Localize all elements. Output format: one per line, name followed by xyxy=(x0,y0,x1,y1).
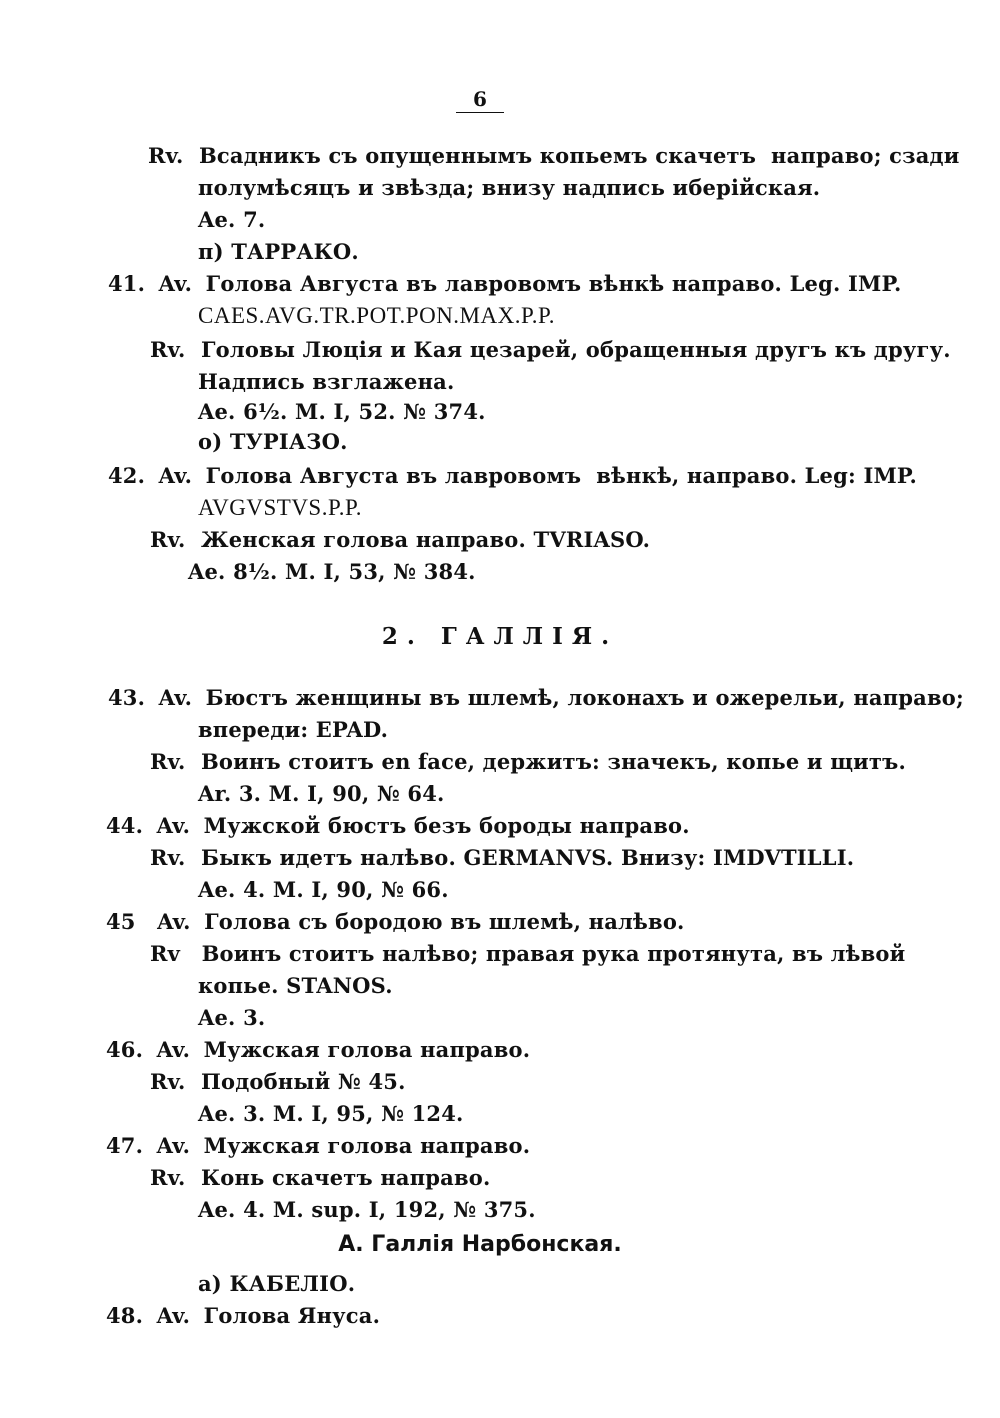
text-line xyxy=(198,972,393,1000)
line-text: Голова съ бородою въ шлемѣ, налѣво. xyxy=(204,909,685,934)
text-line xyxy=(188,558,476,586)
obverse-label: Av. xyxy=(158,685,193,710)
legend-text: AVGVSTVS.P.P. xyxy=(198,495,362,520)
line-text: Голова Августа въ лавровомъ вѣнкѣ, направо. Leg: IMP. xyxy=(205,463,917,488)
text-line xyxy=(106,812,690,840)
text-line xyxy=(198,206,265,234)
text-line xyxy=(150,336,951,364)
text-line xyxy=(108,462,917,490)
line-text: Всадникъ съ опущеннымъ копьемъ скачетъ направо; сзади xyxy=(198,143,960,168)
line-text: Быкъ идетъ налѣво. GERMANVS. Внизу: IMDVTILLI. xyxy=(200,845,855,870)
text-line xyxy=(198,398,486,426)
reference-text: Ae. 3. M. I, 95, № 124. xyxy=(198,1101,464,1126)
section-title: 2. ГАЛЛІЯ. xyxy=(381,623,619,650)
text-line xyxy=(106,908,685,936)
text-line xyxy=(198,1196,536,1224)
entry-number: 47. xyxy=(106,1133,144,1158)
text-line xyxy=(198,238,359,266)
text-line xyxy=(198,302,555,330)
obverse-label: Av. xyxy=(158,463,193,488)
subsection-title: А. Галлія Нарбонская. xyxy=(338,1232,622,1257)
line-text: Мужской бюстъ безъ бороды направо. xyxy=(203,813,690,838)
reverse-label: Rv. xyxy=(150,1165,186,1190)
line-text: Мужская голова направо. xyxy=(203,1037,531,1062)
reference-text: Ae. 3. xyxy=(198,1005,266,1030)
entry-number: 48. xyxy=(106,1303,144,1328)
reverse-label: Rv. xyxy=(148,143,184,168)
page-number: 6 xyxy=(473,87,487,111)
page-number-rule xyxy=(456,112,504,113)
obverse-label: Av. xyxy=(156,1133,191,1158)
text-line xyxy=(106,1132,530,1160)
text-line xyxy=(150,1164,490,1192)
obverse-label: Av. xyxy=(156,813,191,838)
text-line xyxy=(198,494,362,522)
reference-text: Ae. 4. M. I, 90, № 66. xyxy=(198,877,449,902)
obverse-label: Av. xyxy=(157,909,191,934)
entry-number: 42. xyxy=(108,463,146,488)
text-line xyxy=(106,1036,530,1064)
line-text: Ae. 7. xyxy=(198,207,266,232)
text-line xyxy=(148,142,960,170)
text-line xyxy=(198,780,445,808)
reverse-label: Rv. xyxy=(150,337,186,362)
reverse-label: Rv. xyxy=(150,749,186,774)
text-line xyxy=(106,1302,380,1330)
line-text: Воинъ стоитъ налѣво; правая рука протянута, въ лѣвой xyxy=(201,941,906,966)
city-heading: о) ТУРІАЗО. xyxy=(198,429,348,454)
reverse-label: Rv. xyxy=(150,527,186,552)
entry-number: 43. xyxy=(108,685,146,710)
line-text: Голова Януса. xyxy=(203,1303,381,1328)
legend-text: CAES.AVG.TR.POT.PON.MAX.P.P. xyxy=(198,303,555,328)
line-text: Мужская голова направо. xyxy=(203,1133,531,1158)
text-line xyxy=(198,428,348,456)
entry-number: 45 xyxy=(106,909,136,934)
text-line xyxy=(150,1068,406,1096)
line-text: Головы Люція и Кая цезарей, обращенныя другъ къ другу. xyxy=(200,337,951,362)
text-line xyxy=(198,1270,355,1298)
line-text: Бюстъ женщины въ шлемѣ, локонахъ и ожерельи, направо; xyxy=(205,685,964,710)
text-line xyxy=(198,1100,464,1128)
line-text: полумѣсяцъ и звѣзда; внизу надпись иберійская. xyxy=(198,175,821,200)
line-text: впереди: EPAD. xyxy=(198,717,389,742)
text-line xyxy=(150,526,650,554)
line-text: копье. STANOS. xyxy=(198,973,393,998)
line-text: Надпись взглажена. xyxy=(198,369,455,394)
line-text: Конь скачетъ направо. xyxy=(200,1165,491,1190)
text-line xyxy=(150,748,906,776)
reverse-label: Rv. xyxy=(150,845,186,870)
text-line xyxy=(150,844,854,872)
reference-text: Ae. 4. M. sup. I, 192, № 375. xyxy=(198,1197,536,1222)
text-line xyxy=(108,270,902,298)
line-text: Голова Августа въ лавровомъ вѣнкѣ направо. Leg. IMP. xyxy=(205,271,902,296)
reverse-label: Rv. xyxy=(150,1069,186,1094)
reference-text: Ar. 3. M. I, 90, № 64. xyxy=(198,781,445,806)
obverse-label: Av. xyxy=(156,1303,191,1328)
entry-number: 44. xyxy=(106,813,144,838)
text-line xyxy=(198,716,388,744)
text-line xyxy=(150,940,905,968)
line-text: Подобный № 45. xyxy=(200,1069,406,1094)
line-text: Женская голова направо. TVRIASO. xyxy=(200,527,651,552)
reverse-label: Rv xyxy=(150,941,181,966)
city-heading: а) КАБЕЛІО. xyxy=(198,1271,356,1296)
reference-text: Ae. 6½. M. I, 52. № 374. xyxy=(198,399,486,424)
city-heading: п) ТАРРАКО. xyxy=(198,239,359,264)
obverse-label: Av. xyxy=(156,1037,191,1062)
text-line xyxy=(198,174,820,202)
entry-number: 41. xyxy=(108,271,146,296)
text-line xyxy=(198,876,449,904)
obverse-label: Av. xyxy=(158,271,193,296)
text-line xyxy=(198,1004,265,1032)
line-text: Воинъ стоитъ en face, держитъ: значекъ, копье и щитъ. xyxy=(200,749,906,774)
reference-text: Ae. 8½. M. I, 53, № 384. xyxy=(188,559,476,584)
text-line xyxy=(108,684,964,712)
entry-number: 46. xyxy=(106,1037,144,1062)
text-line xyxy=(198,368,454,396)
